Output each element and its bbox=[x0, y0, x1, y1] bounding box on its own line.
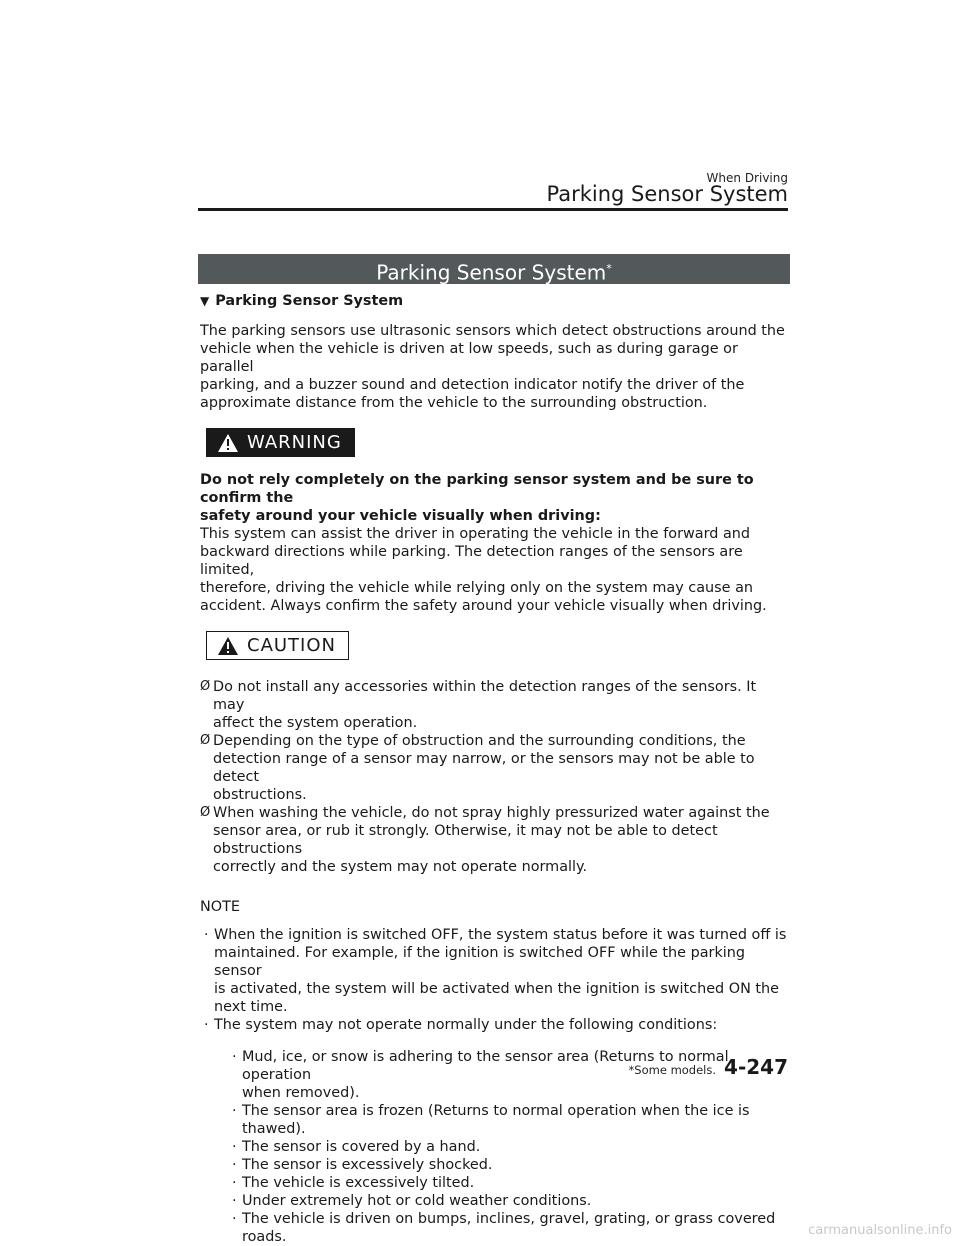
dot-bullet-icon: · bbox=[232, 1193, 237, 1209]
triangle-down-icon: ▼ bbox=[200, 294, 210, 308]
page-content bbox=[200, 292, 792, 1246]
page-number: 4-247 bbox=[724, 1055, 788, 1079]
section-title-bar bbox=[198, 254, 790, 284]
page-footer bbox=[629, 1055, 788, 1079]
caution-item: Ø Depending on the type of obstruction and the surrounding conditions, the detection range of a sensor may narrow, or the sensors may not be able to detect obstructions. bbox=[200, 733, 755, 803]
arrow-bullet-icon: Ø bbox=[200, 733, 211, 748]
caution-triangle-icon bbox=[217, 636, 239, 656]
dot-bullet-icon: · bbox=[232, 1103, 237, 1119]
caution-label: CAUTION bbox=[247, 634, 336, 656]
note-label: NOTE bbox=[200, 899, 240, 915]
section-title: Parking Sensor System bbox=[376, 260, 607, 285]
intro-paragraph: The parking sensors use ultrasonic sensors which detect obstructions around the vehicle when the vehicle is driven at low speeds, such as during garage or parallel parking, and a buzzer sound and detection indicator notify the driver of the approximate distance from the vehicle to the surrounding obstruction. bbox=[200, 323, 785, 411]
dot-bullet-icon: · bbox=[232, 1139, 237, 1155]
arrow-bullet-icon: Ø bbox=[200, 805, 211, 820]
condition-item: · Under extremely hot or cold weather conditions. bbox=[232, 1193, 592, 1209]
dot-bullet-icon: · bbox=[232, 1049, 237, 1065]
condition-item: · The sensor is excessively shocked. bbox=[232, 1157, 493, 1173]
header-chapter-title: Parking Sensor System bbox=[546, 182, 788, 206]
header-divider bbox=[198, 208, 788, 211]
condition-item: · The vehicle is excessively tilted. bbox=[232, 1175, 475, 1191]
condition-item: · The sensor is covered by a hand. bbox=[232, 1139, 481, 1155]
dot-bullet-icon: · bbox=[232, 1211, 237, 1227]
subsection-heading-text: Parking Sensor System bbox=[215, 293, 404, 309]
condition-item: · The vehicle is driven on bumps, inclines, gravel, grating, or grass covered roads. bbox=[232, 1211, 776, 1245]
watermark: carmanualsonline.info bbox=[808, 1223, 952, 1238]
caution-item: Ø Do not install any accessories within the detection ranges of the sensors. It may affect the system operation. bbox=[200, 679, 757, 731]
caution-item: Ø When washing the vehicle, do not spray highly pressurized water against the sensor area, or rub it strongly. Otherwise, it may not be able to detect obstructions correctly and the system may not operate normally. bbox=[200, 805, 770, 875]
warning-paragraph: This system can assist the driver in operating the vehicle in the forward and backward directions while parking. The detection ranges of the sensors are limited, therefore, driving the vehicle while relying only on the system may cause an accident. Always confirm the safety around your vehicle visually when driving. bbox=[200, 526, 767, 614]
note-item: · When the ignition is switched OFF, the system status before it was turned off is maintained. For example, if the ignition is switched OFF while the parking sensor is activated, the system will be activated when the ignition is switched ON the next time. bbox=[204, 927, 787, 1015]
dot-bullet-icon: · bbox=[232, 1157, 237, 1173]
header-section-label: When Driving bbox=[706, 171, 788, 185]
caution-list bbox=[200, 678, 792, 876]
caution-badge bbox=[206, 631, 349, 660]
footnote: *Some models. bbox=[628, 1063, 717, 1077]
warning-triangle-icon bbox=[217, 433, 239, 453]
condition-item: · The sensor area is frozen (Returns to normal operation when the ice is thawed). bbox=[232, 1103, 750, 1137]
condition-item: · Mud, ice, or snow is adhering to the sensor area (Returns to normal operation when removed). bbox=[232, 1049, 729, 1101]
warning-bold-statement: Do not rely completely on the parking sensor system and be sure to confirm the safety around your vehicle visually when driving: bbox=[200, 472, 754, 524]
note-item: · The system may not operate normally under the following conditions: · Mud, ice, or snow is adhering to the sensor area (Returns to normal operation when removed). · The sensor area is frozen (Returns to normal operation when the ice is thawed). · The sensor is covered by a hand. · The sensor is excessively shocked. · The vehicle is excessively tilted. · Under extremely hot or cold weather conditions. · The vehicle is driven on bumps, inclines, gravel, grating, or grass covered roads. bbox=[200, 1016, 792, 1246]
arrow-bullet-icon: Ø bbox=[200, 679, 211, 694]
some-models-marker: * bbox=[606, 262, 612, 275]
warning-badge bbox=[206, 428, 355, 457]
subsection-heading bbox=[200, 292, 792, 310]
dot-bullet-icon: · bbox=[204, 927, 209, 943]
warning-label: WARNING bbox=[247, 431, 342, 453]
dot-bullet-icon: · bbox=[232, 1175, 237, 1191]
note-list bbox=[200, 926, 792, 1246]
dot-bullet-icon: · bbox=[204, 1017, 209, 1033]
